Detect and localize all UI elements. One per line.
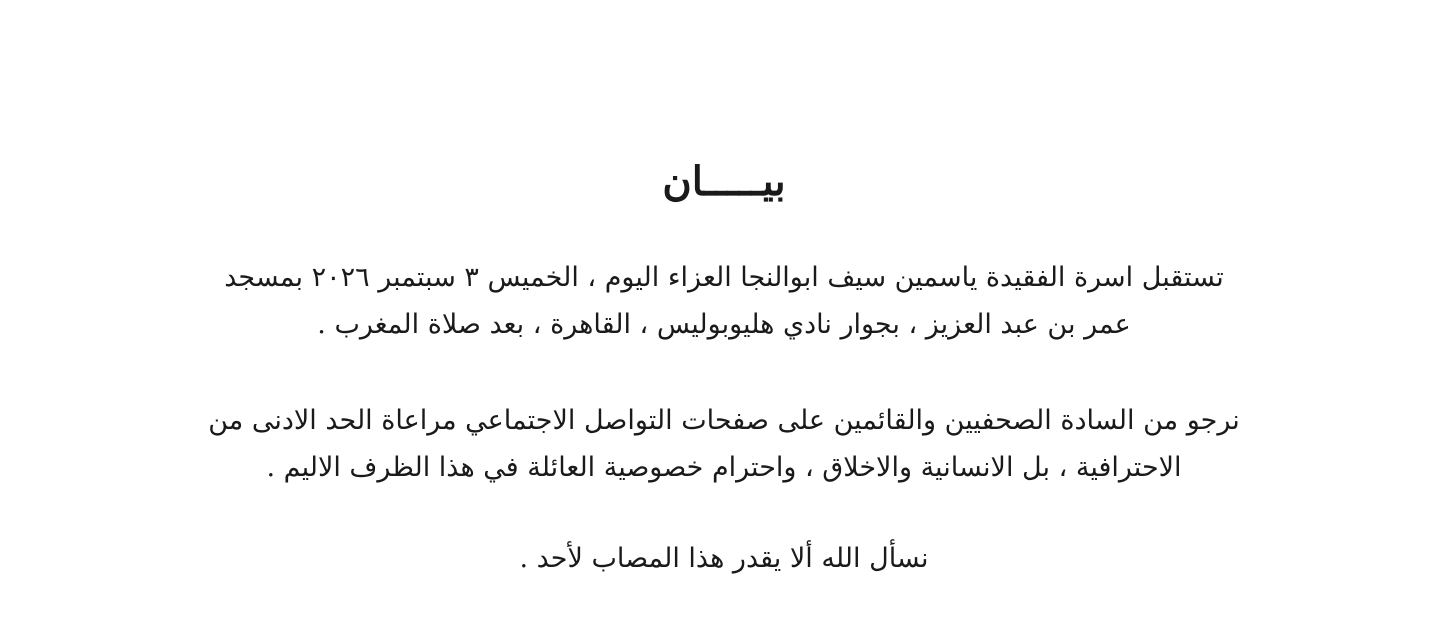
paragraph-line: نسأل الله ألا يقدر هذا المصاب لأحد . [519,543,929,574]
paragraph-prayer [0,535,1448,582]
paragraph-line: عمر بن عبد العزيز ، بجوار نادي هليوبوليس ، القاهرة ، بعد صلاة المغرب . [317,309,1131,340]
paragraph-line: تستقبل اسرة الفقيدة ياسمين سيف ابوالنجا العزاء اليوم ، الخميس ٣ سبتمبر ٢٠٢٦ بمسجد [224,262,1224,293]
paragraph-condolence-details [0,254,1448,348]
paragraph-line: الاحترافية ، بل الانسانية والاخلاق ، واحترام خصوصية العائلة في هذا الظرف الاليم . [266,452,1182,483]
document-title: بيـــــان [662,158,786,205]
paragraph-line: نرجو من السادة الصحفيين والقائمين على صفحات التواصل الاجتماعي مراعاة الحد الادنى من [208,405,1240,436]
paragraph-press-request [0,397,1448,491]
